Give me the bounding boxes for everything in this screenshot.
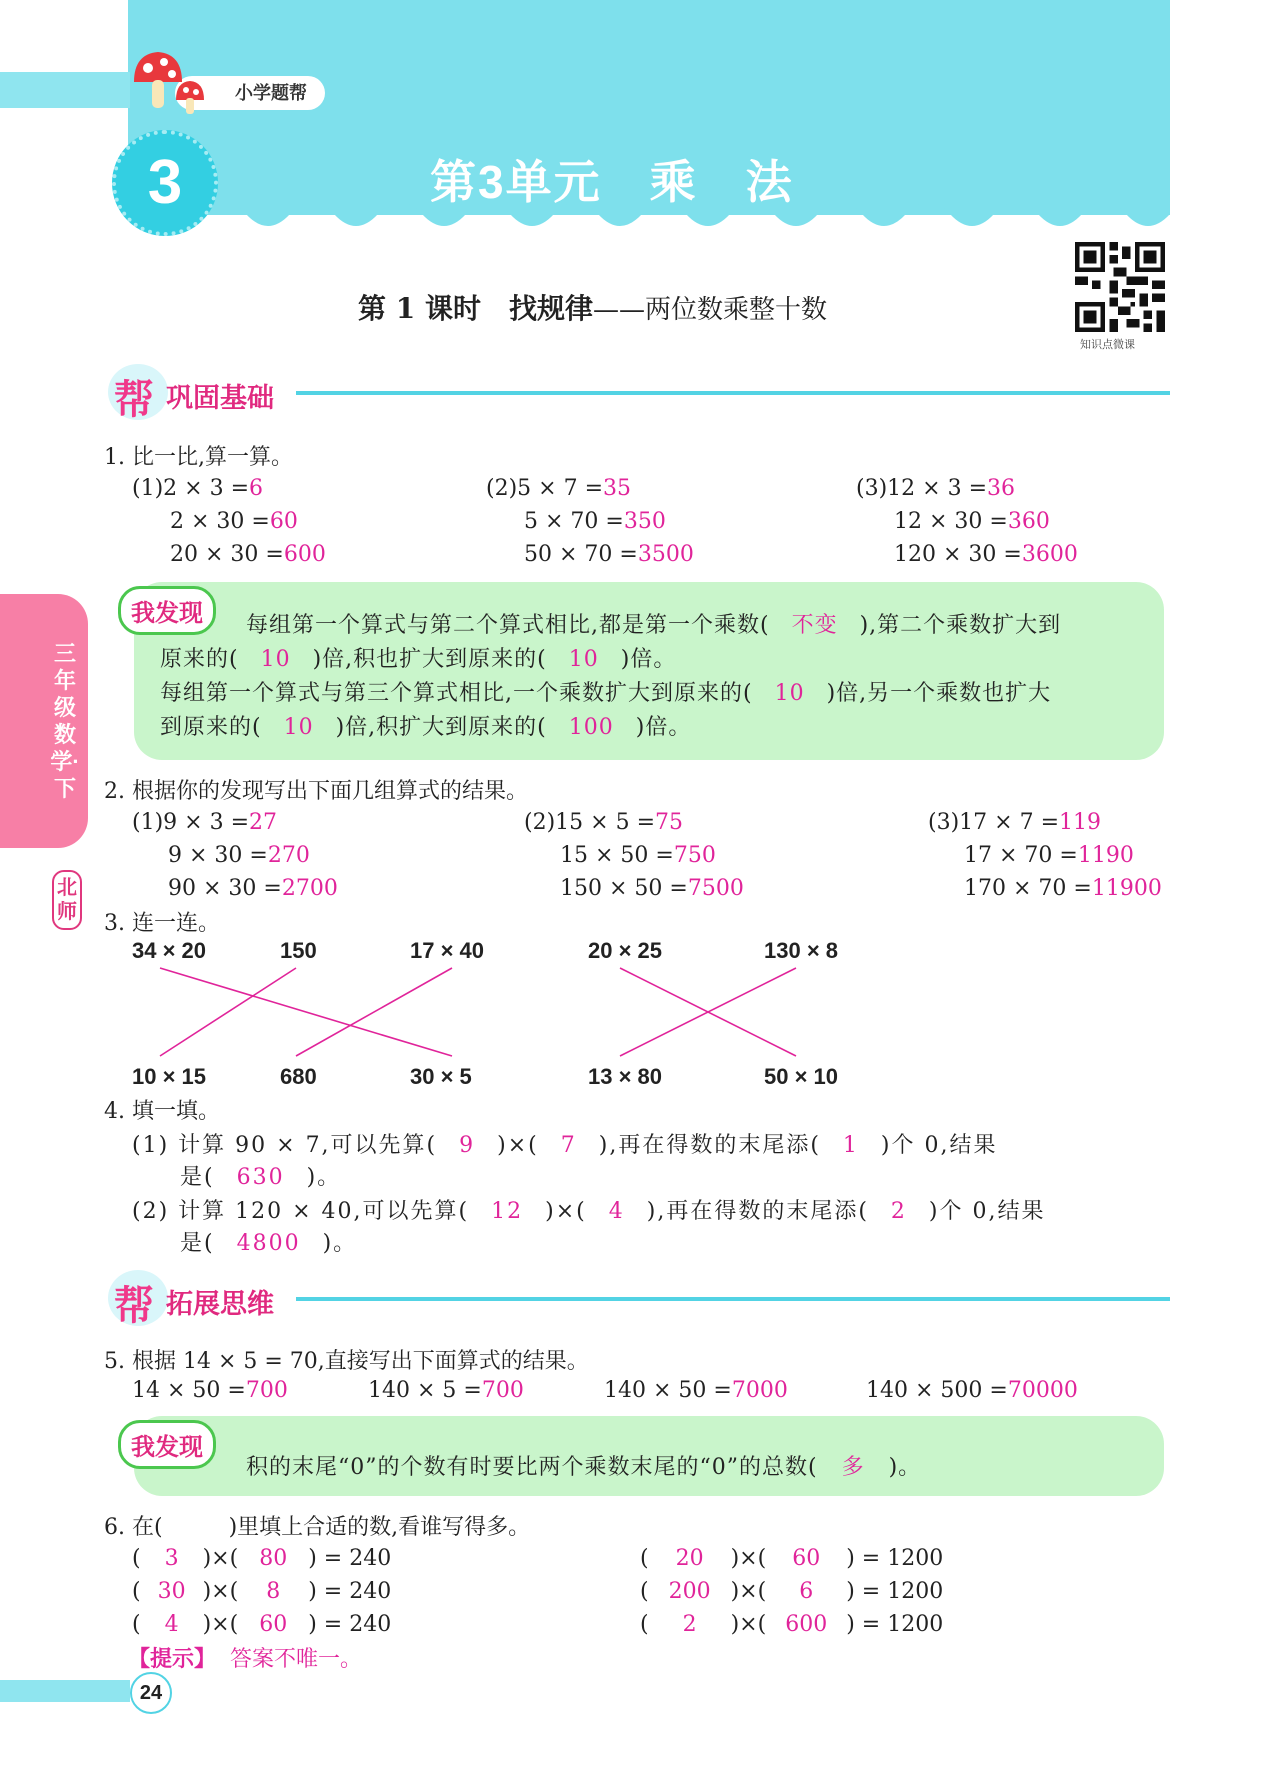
q6-result: ) = 1200 (846, 1579, 944, 1604)
match-line (620, 968, 796, 1056)
q1-answer: 6 (249, 476, 264, 501)
text: )×( (497, 1133, 539, 1158)
section-header-basics (108, 364, 1170, 420)
q5-item (132, 1378, 288, 1403)
match-line (296, 968, 452, 1056)
text: 到原来的( (160, 715, 262, 740)
q1-group-3 (856, 472, 1078, 571)
text: ),第二个乘数扩大到 (859, 613, 1062, 638)
text: )。 (322, 1231, 358, 1256)
match-item[interactable]: 50 × 10 (764, 1064, 839, 1089)
match-item[interactable]: 30 × 5 (410, 1064, 472, 1089)
text: )。 (888, 1455, 922, 1480)
q2-answer: 1190 (1077, 843, 1134, 868)
q2-group-3 (928, 806, 1162, 905)
q1-answer: 36 (987, 476, 1016, 501)
q6-prompt: 6. 在( )里填上合适的数,看谁写得多。 (104, 1515, 531, 1540)
qr-caption: 知识点微课 (1080, 338, 1135, 351)
match-line (160, 968, 296, 1056)
q5-prompt: 5. 根据 14 × 5 = 70,直接写出下面算式的结果。 (104, 1349, 589, 1374)
blank-answer: 6 (799, 1579, 814, 1604)
discovery-line (160, 642, 676, 673)
blank-answer: 60 (259, 1612, 288, 1637)
header-left-strip (0, 72, 130, 108)
q6-left-column (132, 1542, 391, 1641)
edition-label: 北师 (52, 870, 82, 930)
q2-expr: (2)15 × 5 = (524, 810, 656, 835)
lesson-title (358, 287, 827, 327)
blank-answer: 630 (236, 1165, 285, 1190)
q2-prompt: 2. 根据你的发现写出下面几组算式的结果。 (104, 779, 528, 804)
page-number: 24 (130, 1672, 172, 1714)
q5-item (866, 1378, 1078, 1403)
q5-expr: 140 × 500 = (866, 1378, 1008, 1403)
blank-answer: 10 (283, 715, 314, 740)
section-header-extension (108, 1270, 1170, 1326)
text: ),再在得数的末尾添( (598, 1133, 821, 1158)
blank-answer: 12 (491, 1199, 524, 1224)
q2-answer: 11900 (1091, 876, 1162, 901)
text: (2) 计算 120 × 40,可以先算( (132, 1199, 470, 1224)
q5-item (368, 1378, 524, 1403)
q2-expr: 17 × 70 = (964, 843, 1078, 868)
q5-expr: 14 × 50 = (132, 1378, 246, 1403)
q6-row: ( 20 )×( 60 ) = 1200 (640, 1542, 943, 1575)
match-item[interactable]: 17 × 40 (410, 938, 485, 963)
q6-result: ) = 1200 (846, 1612, 944, 1637)
text: )倍。 (635, 715, 692, 740)
text: )个 0,结果 (928, 1199, 1046, 1224)
text: (1) 计算 90 × 7,可以先算( (132, 1133, 438, 1158)
text: 是( (180, 1165, 215, 1190)
q1-answer: 60 (269, 509, 298, 534)
blank-answer: 30 (157, 1579, 186, 1604)
q6-result: ) = 240 (308, 1579, 392, 1604)
blank-answer: 4 (608, 1199, 625, 1224)
q5-item (604, 1378, 788, 1403)
blank-answer: 10 (774, 681, 805, 706)
text: )×( (545, 1199, 587, 1224)
match-item[interactable]: 130 × 8 (764, 938, 839, 963)
q2-expr: (1)9 × 3 = (132, 810, 250, 835)
blank-answer: 不变 (791, 613, 838, 638)
match-item[interactable]: 10 × 15 (132, 1064, 207, 1089)
hint-label: 【提示】 (128, 1646, 217, 1672)
match-item[interactable]: 13 × 80 (588, 1064, 663, 1089)
q2-expr: (3)17 × 7 = (928, 810, 1060, 835)
q2-answer: 7500 (687, 876, 744, 901)
q5-answer: 70000 (1007, 1378, 1078, 1403)
q4-part-2-result (180, 1226, 357, 1257)
q5-answer: 700 (245, 1378, 288, 1403)
q1-expr: 2 × 30 = (170, 509, 270, 534)
text: )倍,积扩大到原来的( (335, 715, 547, 740)
q5-answer: 7000 (731, 1378, 788, 1403)
q1-expr: 20 × 30 = (170, 542, 284, 567)
q2-group-2 (524, 806, 744, 905)
q5-answer: 700 (481, 1378, 524, 1403)
text: 每组第一个算式与第二个算式相比,都是第一个乘数( (246, 613, 770, 638)
q2-expr: 15 × 50 = (560, 843, 674, 868)
q2-answer: 75 (655, 810, 684, 835)
q1-answer: 350 (623, 509, 666, 534)
match-line (620, 968, 796, 1056)
discovery-line (246, 608, 1061, 639)
q2-answer: 27 (249, 810, 278, 835)
q1-expr: 5 × 70 = (524, 509, 624, 534)
blank-answer: 3 (164, 1546, 179, 1571)
q1-group-2 (486, 472, 694, 571)
blank-answer: 8 (266, 1579, 281, 1604)
blank-answer: 60 (792, 1546, 821, 1571)
text: )。 (306, 1165, 342, 1190)
discovery-line (246, 1450, 921, 1481)
q4-part-2 (132, 1194, 1046, 1225)
blank-answer: 200 (668, 1579, 711, 1604)
match-item[interactable]: 150 (280, 938, 317, 963)
blank-answer: 2 (682, 1612, 697, 1637)
q6-row: ( 4 )×( 60 ) = 240 (132, 1608, 391, 1641)
text: )倍。 (620, 647, 677, 672)
q1-expr: (2)5 × 7 = (486, 476, 604, 501)
q3-prompt: 3. 连一连。 (104, 911, 220, 936)
q5-expr: 140 × 50 = (604, 1378, 732, 1403)
q6-row: ( 200 )×( 6 ) = 1200 (640, 1575, 943, 1608)
q2-group-1 (132, 806, 338, 905)
q1-answer: 3500 (637, 542, 694, 567)
q6-result: ) = 1200 (846, 1546, 944, 1571)
section-label: 巩固基础 (166, 383, 274, 413)
blank-answer: 7 (560, 1133, 577, 1158)
hint-text: 答案不唯一。 (230, 1647, 363, 1672)
text: 积的末尾“0”的个数有时要比两个乘数末尾的“0”的总数( (246, 1455, 818, 1480)
blank-answer: 80 (259, 1546, 288, 1571)
q1-expr: 120 × 30 = (894, 542, 1022, 567)
section-rule (296, 391, 1170, 395)
grade-label: 三年级数学·下 (50, 641, 80, 801)
q1-prompt: 1. 比一比,算一算。 (104, 445, 293, 470)
blank-answer: 4 (164, 1612, 179, 1637)
q1-expr: 50 × 70 = (524, 542, 638, 567)
q6-result: ) = 240 (308, 1546, 392, 1571)
q2-answer: 270 (267, 843, 310, 868)
unit-title: 第3单元 乘 法 (430, 156, 794, 208)
q1-expr: 12 × 30 = (894, 509, 1008, 534)
q1-group-1 (132, 472, 326, 571)
text: )倍,另一个乘数也扩大 (826, 681, 1052, 706)
unit-number-badge: 3 (112, 130, 218, 236)
match-item[interactable]: 20 × 25 (588, 938, 663, 963)
blank-answer: 10 (260, 647, 291, 672)
section-bang: 帮 (114, 378, 154, 422)
q2-expr: 9 × 30 = (168, 843, 268, 868)
page-number-strip (0, 1680, 130, 1702)
blank-answer: 4800 (236, 1231, 301, 1256)
text: 原来的( (160, 647, 239, 672)
q1-expr: (3)12 × 3 = (856, 476, 988, 501)
blank-answer: 10 (568, 647, 599, 672)
q4-part-1 (132, 1128, 998, 1159)
q2-answer: 119 (1059, 810, 1102, 835)
blank-answer: 600 (785, 1612, 828, 1637)
q6-row: ( 2 )×( 600 ) = 1200 (640, 1608, 943, 1641)
match-item[interactable]: 680 (280, 1064, 317, 1089)
qr-code-icon[interactable] (1075, 242, 1165, 332)
discovery-tag: 我发现 (118, 586, 216, 635)
blank-answer: 1 (842, 1133, 859, 1158)
section-label: 拓展思维 (166, 1289, 274, 1319)
q2-answer: 750 (673, 843, 716, 868)
discovery-line (160, 710, 691, 741)
text: ),再在得数的末尾添( (646, 1199, 869, 1224)
q1-answer: 360 (1007, 509, 1050, 534)
q1-answer: 600 (283, 542, 326, 567)
section-bang: 帮 (114, 1284, 154, 1328)
q2-expr: 90 × 30 = (168, 876, 282, 901)
blank-answer: 20 (675, 1546, 704, 1571)
match-line (160, 968, 452, 1056)
q1-expr: (1)2 × 3 = (132, 476, 250, 501)
q6-right-column (640, 1542, 943, 1641)
q2-expr: 150 × 50 = (560, 876, 688, 901)
q5-expr: 140 × 5 = (368, 1378, 482, 1403)
q6-result: ) = 240 (308, 1612, 392, 1637)
q1-answer: 35 (603, 476, 632, 501)
lesson-title-main: 第 1 课时 找规律 (358, 292, 593, 325)
brand-label: 小学题帮 (175, 76, 325, 110)
text: 每组第一个算式与第三个算式相比,一个乘数扩大到原来的( (160, 681, 753, 706)
q4-prompt: 4. 填一填。 (104, 1099, 220, 1124)
text: )倍,积也扩大到原来的( (312, 647, 547, 672)
lesson-subtitle: ——两位数乘整十数 (592, 295, 827, 325)
discovery-tag: 我发现 (118, 1420, 216, 1469)
hint-line (128, 1642, 362, 1673)
q2-expr: 170 × 70 = (964, 876, 1092, 901)
q1-answer: 3600 (1021, 542, 1078, 567)
q6-row: ( 30 )×( 8 ) = 240 (132, 1575, 391, 1608)
section-rule (296, 1297, 1170, 1301)
q2-answer: 2700 (281, 876, 338, 901)
discovery-line (160, 676, 1051, 707)
mushroom-logo-icon (128, 48, 210, 118)
text: 是( (180, 1231, 215, 1256)
q6-row: ( 3 )×( 80 ) = 240 (132, 1542, 391, 1575)
match-item[interactable]: 34 × 20 (132, 938, 207, 963)
blank-answer: 100 (568, 715, 614, 740)
blank-answer: 2 (890, 1199, 907, 1224)
text: )个 0,结果 (880, 1133, 998, 1158)
blank-answer: 9 (459, 1133, 476, 1158)
blank-answer: 多 (841, 1455, 865, 1480)
q4-part-1-result (180, 1160, 341, 1191)
